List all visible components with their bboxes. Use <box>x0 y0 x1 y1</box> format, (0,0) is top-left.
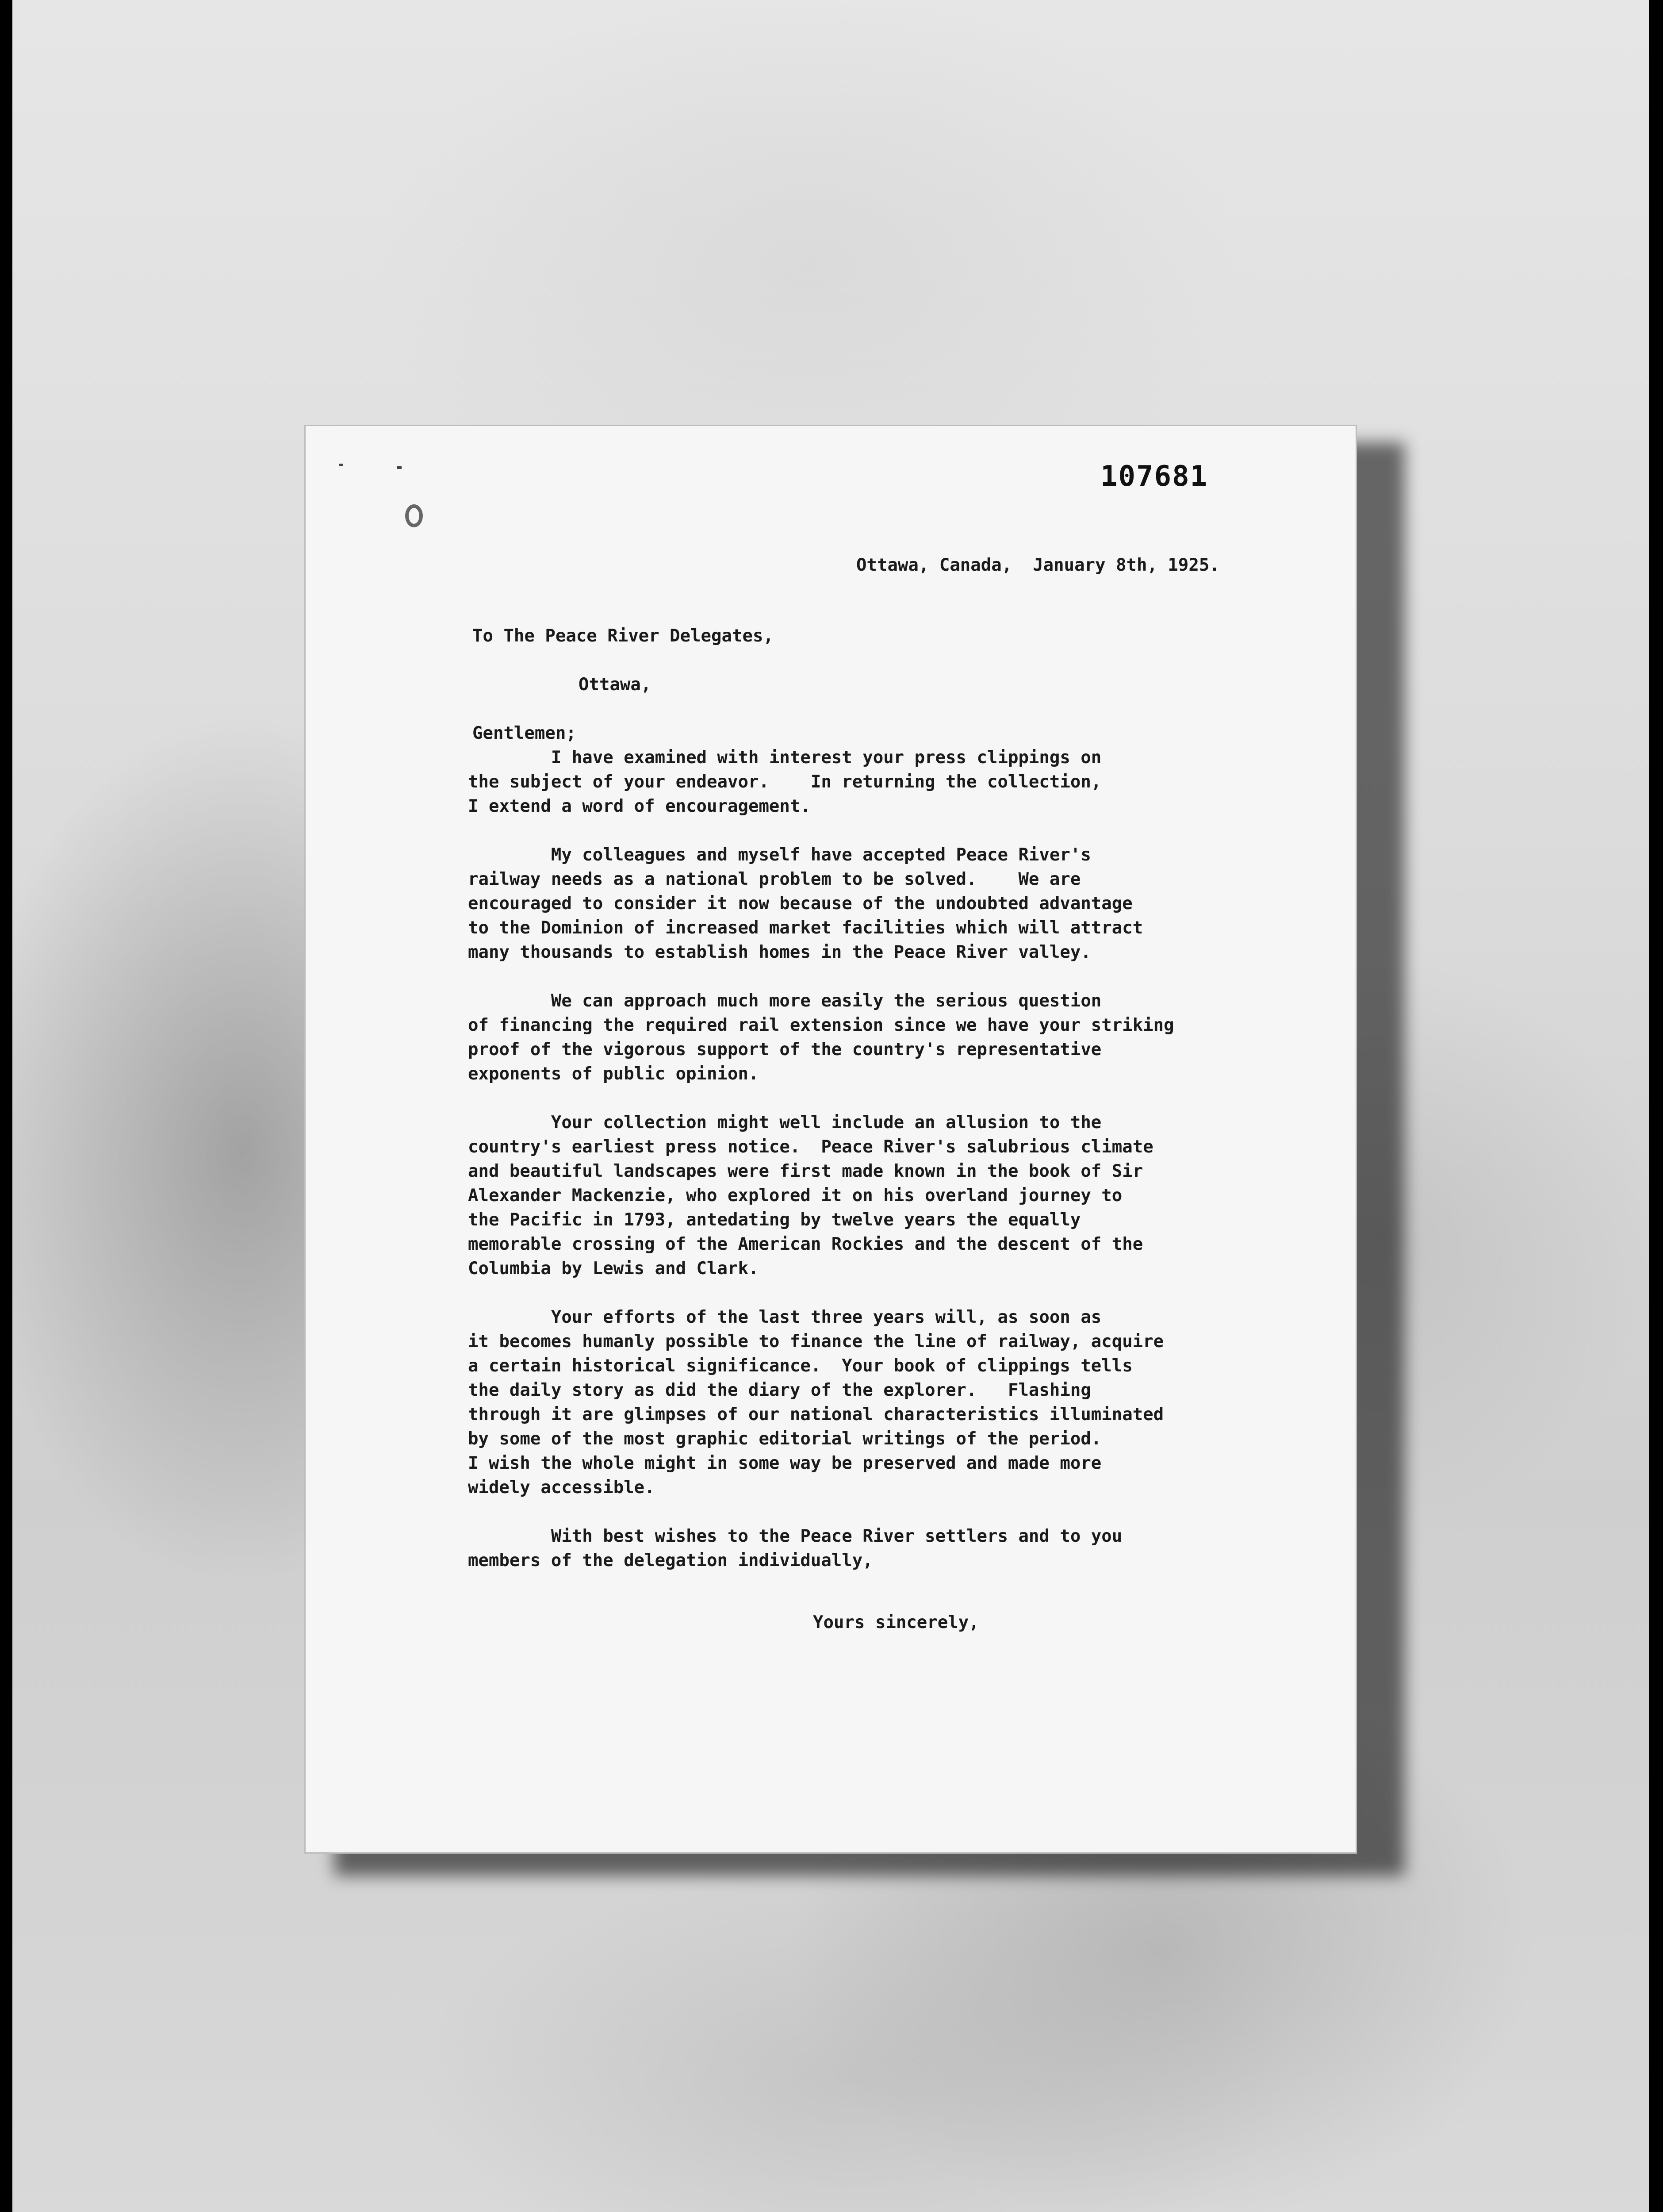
punch-hole <box>405 504 423 527</box>
date-line: Ottawa, Canada, January 8th, 1925. <box>856 555 1220 575</box>
closing: Yours sincerely, <box>813 1613 979 1632</box>
microfilm-frame <box>12 0 1649 2212</box>
salutation: Gentlemen; <box>472 723 576 743</box>
reference-number: 107681 <box>1100 460 1208 493</box>
addressee-city: Ottawa, <box>579 675 651 695</box>
paper-speck <box>397 466 402 469</box>
addressee: To The Peace River Delegates, <box>472 626 774 646</box>
paper-speck <box>339 464 343 466</box>
letter-body: I have examined with interest your press clippings on the subject of your endeavor. In returning the collection, I extend a word of encouragement. My colleagues and myself have accepted Peace River's railway needs as a national problem to be solved. We are encouraged to consider it now because of the undoubted advantage to the Dominion of increased market facilities which will attract many thousands to establish homes in the Peace River valley. We can approach much more easily the serious question of financing the required rail extension since we have your striking proof of the vigorous support of the country's representative exponents of public opinion. Your collection might well include an allusion to the country's earliest press notice. Peace River's salubrious climate and beautiful landscapes were first made known in the book of Sir Alexander Mackenzie, who explored it on his overland journey to the Pacific in 1793, antedating by twelve years the equally memorable crossing of the American Rockies and the descent of the Columbia by Lewis and Clark. Your efforts of the last three years will, as soon as it becomes humanly possible to finance the line of railway, acquire a certain historical significance. Your book of clippings tells the daily story as did the diary of the explorer. Flashing through it are glimpses of our national characteristics illuminated by some of the most graphic editorial writings of the period. I wish the whole might in some way be preserved and made more widely accessible. With best wishes to the Peace River settlers and to you members of the delegation individually, <box>468 748 1174 1571</box>
